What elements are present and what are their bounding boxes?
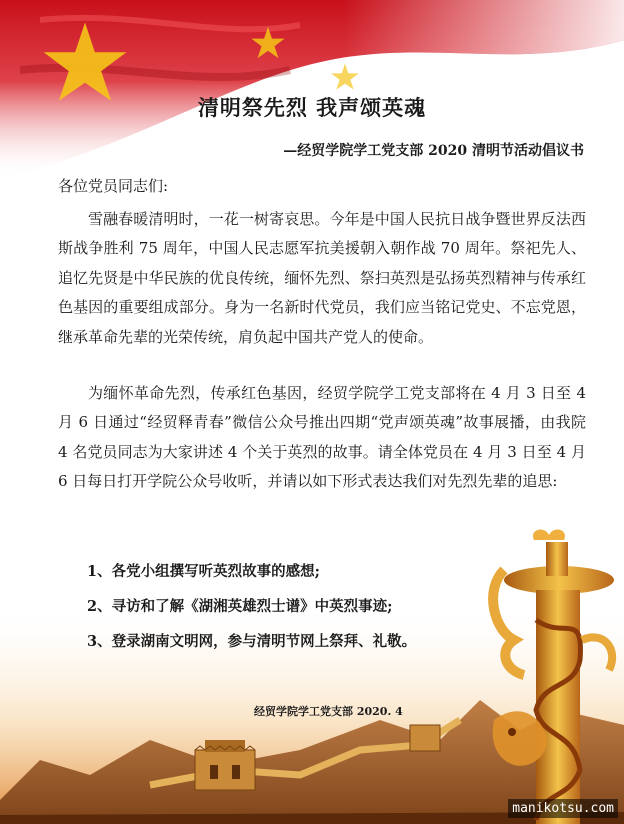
signature-line: 经贸学院学工党支部 2020. 4 — [254, 705, 403, 718]
list-item: 3、登录湖南文明网，参与清明节网上祭拜、礼敬。 — [87, 633, 417, 650]
list-item: 1、各党小组撰写听英烈故事的感想; — [87, 563, 320, 580]
watermark: manikotsu.com — [508, 799, 618, 818]
page-title: 清明祭先烈 我声颂英魂 — [197, 95, 427, 120]
paragraph: 为缅怀革命先烈，传承红色基因，经贸学院学工党支部将在 4 月 3 日至 4 月 6 日通过“经贸释青春”微信公众号推出四期“党声颂英魂”故事展播，由我院 4 名党员同志为大家讲述 4 个关于英烈的故事。请全体党员在 4 月 3 日至 4 月 6 日每日打开学院公众号收听，并请以如下形式表达我们对先烈先辈的追思: — [58, 384, 586, 491]
page-subtitle: —经贸学院学工党支部 2020 清明节活动倡议书 — [283, 143, 584, 159]
list-item: 2、寻访和了解《湖湘英雄烈士谱》中英烈事迹; — [87, 598, 393, 615]
salutation: 各位党员同志们: — [58, 177, 169, 195]
paragraph: 雪融春暖清明时，一花一树寄哀思。今年是中国人民抗日战争暨世界反法西斯战争胜利 75 周年，中国人民志愿军抗美援朝入朝作战 70 周年。祭祀先人、追忆先贤是中华民族的优良传统，缅怀先烈、祭扫英烈是弘扬英烈精神与传承红色基因的重要组成部分。身为一名新时代党员，我们应当铭记党史、不忘党恩，继承革命先辈的光荣传统，肩负起中国共产党人的使命。 — [58, 210, 586, 346]
